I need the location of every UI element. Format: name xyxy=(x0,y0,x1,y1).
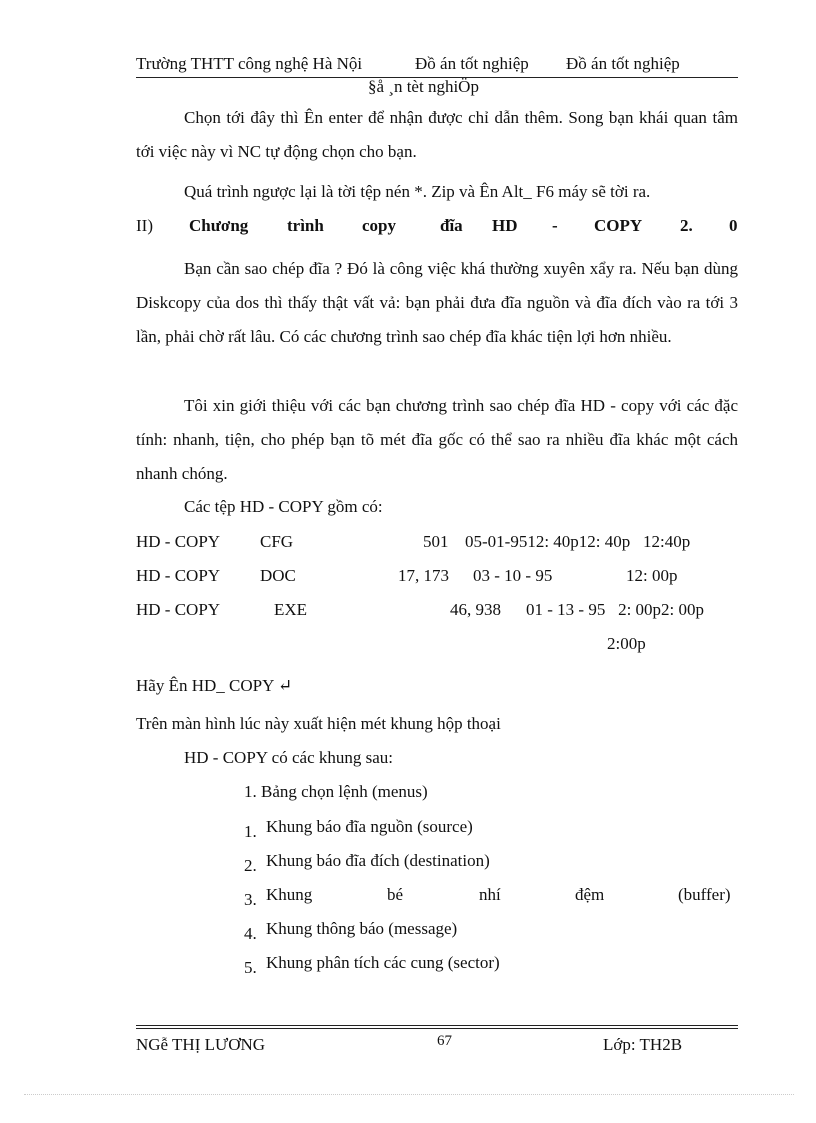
heading-word: copy xyxy=(362,216,396,235)
file-ext: DOC xyxy=(260,566,296,585)
frame-item xyxy=(244,851,490,875)
paragraph-4-text: Tôi xin giới thiệu với các bạn chương trình sao chép đĩa HD - copy với các đặc tính: nhanh, tiện, cho phép bạn tõ mét đĩa gốc có thể sao ra nhiều đĩa khác một cách nhanh chóng. xyxy=(136,396,738,483)
frame-item xyxy=(244,953,500,977)
frame-text: Khung báo đĩa nguồn (source) xyxy=(266,817,473,836)
file-ext: EXE xyxy=(274,600,308,619)
press-instruction-text: Hãy Ên HD_ COPY xyxy=(136,676,274,695)
heading-word: HD xyxy=(492,216,518,235)
heading-word: - xyxy=(552,216,558,235)
heading-word: trình xyxy=(287,216,324,235)
frame-word: nhí xyxy=(479,885,501,904)
file-size: 501 xyxy=(423,532,449,551)
paragraph-1-text: Chọn tới đây thì Ên enter để nhận được chỉ dẫn thêm. Song bạn khái quan tâm tới việc này vì NC tự động chọn cho bạn. xyxy=(136,108,738,161)
file-name: HD - COPY xyxy=(136,532,221,551)
paragraph-3 xyxy=(136,252,738,354)
header-project-title-repeat: Đồ án tốt nghiệp xyxy=(566,54,680,73)
file-time: 12: 00p xyxy=(626,566,678,585)
heading-word: COPY xyxy=(594,216,643,235)
paragraph-2-text: Quá trình ngược lại là tời tệp nén *. Zip và Ên Alt_ F6 máy sẽ tời ra. xyxy=(184,182,651,201)
heading-word: Chương xyxy=(189,216,249,235)
file-ext: CFG xyxy=(260,532,294,551)
frame-item xyxy=(244,919,458,943)
file-info: 05-01-9512: 40p12: 40p 12:40p xyxy=(465,532,691,551)
heading-word: đĩa xyxy=(440,216,463,235)
footer-author: NGễ THỊ LƯƠNG xyxy=(136,1035,266,1054)
file-row xyxy=(136,532,738,556)
file-row xyxy=(136,566,738,590)
paragraph-1 xyxy=(136,101,738,169)
frame-number: 1. xyxy=(244,782,257,801)
footer-rule-bottom xyxy=(136,1028,738,1029)
header-school: Trường THTT công nghệ Hà Nội xyxy=(136,54,363,73)
section-heading xyxy=(136,216,738,242)
file-name: HD - COPY xyxy=(136,600,221,619)
footer-rule-top xyxy=(136,1025,738,1026)
heading-word: 0 xyxy=(729,216,738,235)
file-time-wrap: 2:00p xyxy=(607,634,646,653)
header-garbled-title: §å ¸n tèt nghiÖp xyxy=(368,77,479,96)
frame-text: Khung thông báo (message) xyxy=(266,919,458,938)
file-info: 01 - 13 - 95 2: 00p2: 00p xyxy=(526,600,705,619)
paragraph-3-text: Bạn cần sao chép đĩa ? Đó là công việc khá thường xuyên xẩy ra. Nếu bạn dùng Diskcopy của dos thì thấy thật vất vả: bạn phải đưa đĩa nguồn và đĩa đích vào ra tới 3 lần, phải chờ rất lâu. Có các chương trình sao chép đĩa khác tiện lợi hơn nhiều. xyxy=(136,259,738,346)
paragraph-4 xyxy=(136,389,738,491)
header-project-title: Đồ án tốt nghiệp xyxy=(415,54,529,73)
frame-word: (buffer) xyxy=(678,885,731,904)
frame-word: Khung xyxy=(266,885,313,904)
press-instruction xyxy=(136,676,292,696)
screen-instruction: Trên màn hình lúc này xuất hiện mét khung hộp thoại xyxy=(136,714,501,733)
paragraph-5: Các tệp HD - COPY gồm có: xyxy=(184,497,383,516)
page-bottom-edge xyxy=(24,1094,794,1095)
frame-word: bé xyxy=(387,885,404,904)
frame-text: Bảng chọn lệnh (menus) xyxy=(261,782,428,801)
frame-item xyxy=(244,782,428,802)
file-row xyxy=(136,600,738,624)
frame-number: 2. xyxy=(244,856,257,875)
file-name: HD - COPY xyxy=(136,566,221,585)
frame-text: Khung báo đĩa đích (destination) xyxy=(266,851,490,870)
file-date: 03 - 10 - 95 xyxy=(473,566,553,585)
frame-number: 1. xyxy=(244,822,257,841)
enter-key-icon: ↵ xyxy=(277,676,293,695)
page-number: 67 xyxy=(437,1033,452,1049)
frame-item xyxy=(244,817,473,841)
frame-number: 3. xyxy=(244,890,257,909)
heading-number: II) xyxy=(136,216,153,235)
file-size: 17, 173 xyxy=(398,566,449,585)
frame-text: Khung phân tích các cung (sector) xyxy=(266,953,500,972)
footer-class: Lớp: TH2B xyxy=(603,1035,683,1054)
frame-number: 5. xyxy=(244,958,257,977)
file-size: 46, 938 xyxy=(450,600,501,619)
paragraph-2 xyxy=(136,175,738,209)
frame-number: 4. xyxy=(244,924,257,943)
heading-word: 2. xyxy=(680,216,693,235)
frame-item xyxy=(244,885,738,915)
frames-intro: HD - COPY có các khung sau: xyxy=(184,748,393,767)
frame-word: đệm xyxy=(575,885,605,904)
